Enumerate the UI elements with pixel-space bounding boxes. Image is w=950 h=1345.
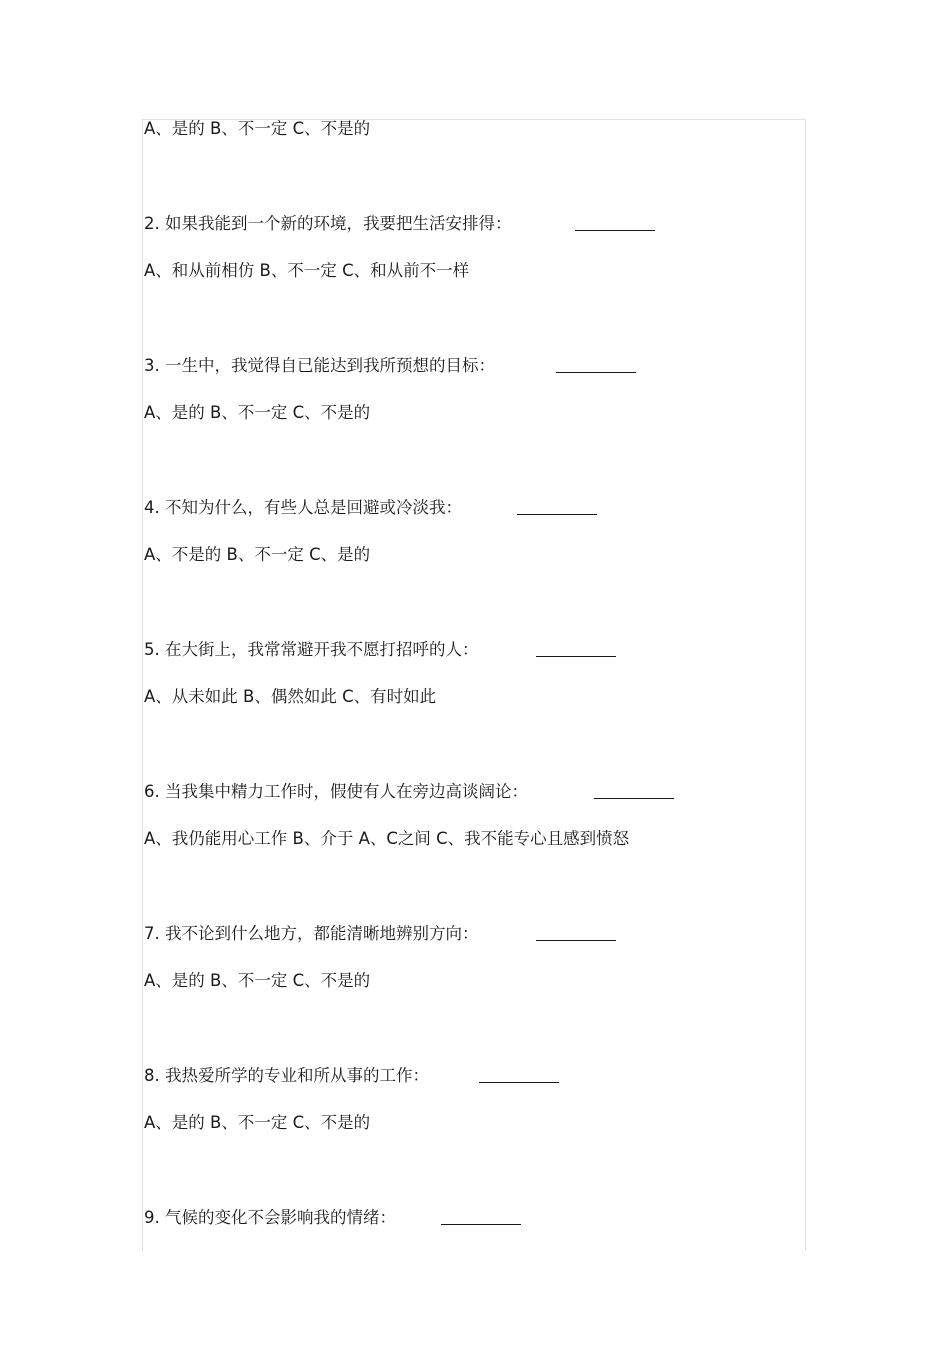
options-text: A、我仍能用心工作 B、介于 A、C之间 C、我不能专心且感到愤怒 bbox=[144, 829, 630, 848]
question-text: 5. 在大街上，我常常避开我不愿打招呼的人： bbox=[144, 640, 479, 659]
answer-options bbox=[144, 259, 469, 283]
answer-options bbox=[144, 827, 629, 851]
options-text: A、是的 B、不一定 C、不是的 bbox=[144, 1113, 371, 1132]
answer-blank[interactable] bbox=[441, 1208, 521, 1225]
question-item bbox=[144, 638, 479, 662]
answer-options bbox=[144, 969, 370, 993]
answer-options bbox=[144, 685, 436, 709]
question-text: 6. 当我集中精力工作时，假使有人在旁边高谈阔论： bbox=[144, 782, 528, 801]
answer-options bbox=[144, 543, 370, 567]
answer-blank[interactable] bbox=[517, 498, 597, 515]
question-item bbox=[144, 1206, 396, 1230]
answer-blank[interactable] bbox=[594, 782, 674, 799]
options-text: A、是的 B、不一定 C、不是的 bbox=[144, 971, 371, 990]
question-item bbox=[144, 780, 528, 804]
options-text: A、是的 B、不一定 C、不是的 bbox=[144, 403, 371, 422]
question-item bbox=[144, 212, 512, 236]
options-text: A、不是的 B、不一定 C、是的 bbox=[144, 545, 371, 564]
question-item bbox=[144, 922, 479, 946]
answer-options bbox=[144, 1111, 370, 1135]
answer-blank[interactable] bbox=[536, 640, 616, 657]
options-text: A、从未如此 B、偶然如此 C、有时如此 bbox=[144, 687, 437, 706]
question-text: 9. 气候的变化不会影响我的情绪： bbox=[144, 1208, 396, 1227]
answer-blank[interactable] bbox=[479, 1066, 559, 1083]
question-text: 4. 不知为什么，有些人总是回避或冷淡我： bbox=[144, 498, 462, 517]
question-text: 7. 我不论到什么地方，都能清晰地辨别方向： bbox=[144, 924, 479, 943]
answer-options bbox=[144, 401, 370, 425]
question-item bbox=[144, 496, 462, 520]
answer-options bbox=[144, 117, 370, 141]
answer-blank[interactable] bbox=[536, 924, 616, 941]
question-item bbox=[144, 354, 495, 378]
answer-blank[interactable] bbox=[556, 356, 636, 373]
options-text: A、和从前相仿 B、不一定 C、和从前不一样 bbox=[144, 261, 470, 280]
question-text: 3. 一生中，我觉得自已能达到我所预想的目标： bbox=[144, 356, 495, 375]
question-text: 2. 如果我能到一个新的环境，我要把生活安排得： bbox=[144, 214, 512, 233]
options-text: A、是的 B、不一定 C、不是的 bbox=[144, 119, 371, 138]
answer-blank[interactable] bbox=[575, 214, 655, 231]
question-item bbox=[144, 1064, 429, 1088]
question-text: 8. 我热爱所学的专业和所从事的工作： bbox=[144, 1066, 429, 1085]
